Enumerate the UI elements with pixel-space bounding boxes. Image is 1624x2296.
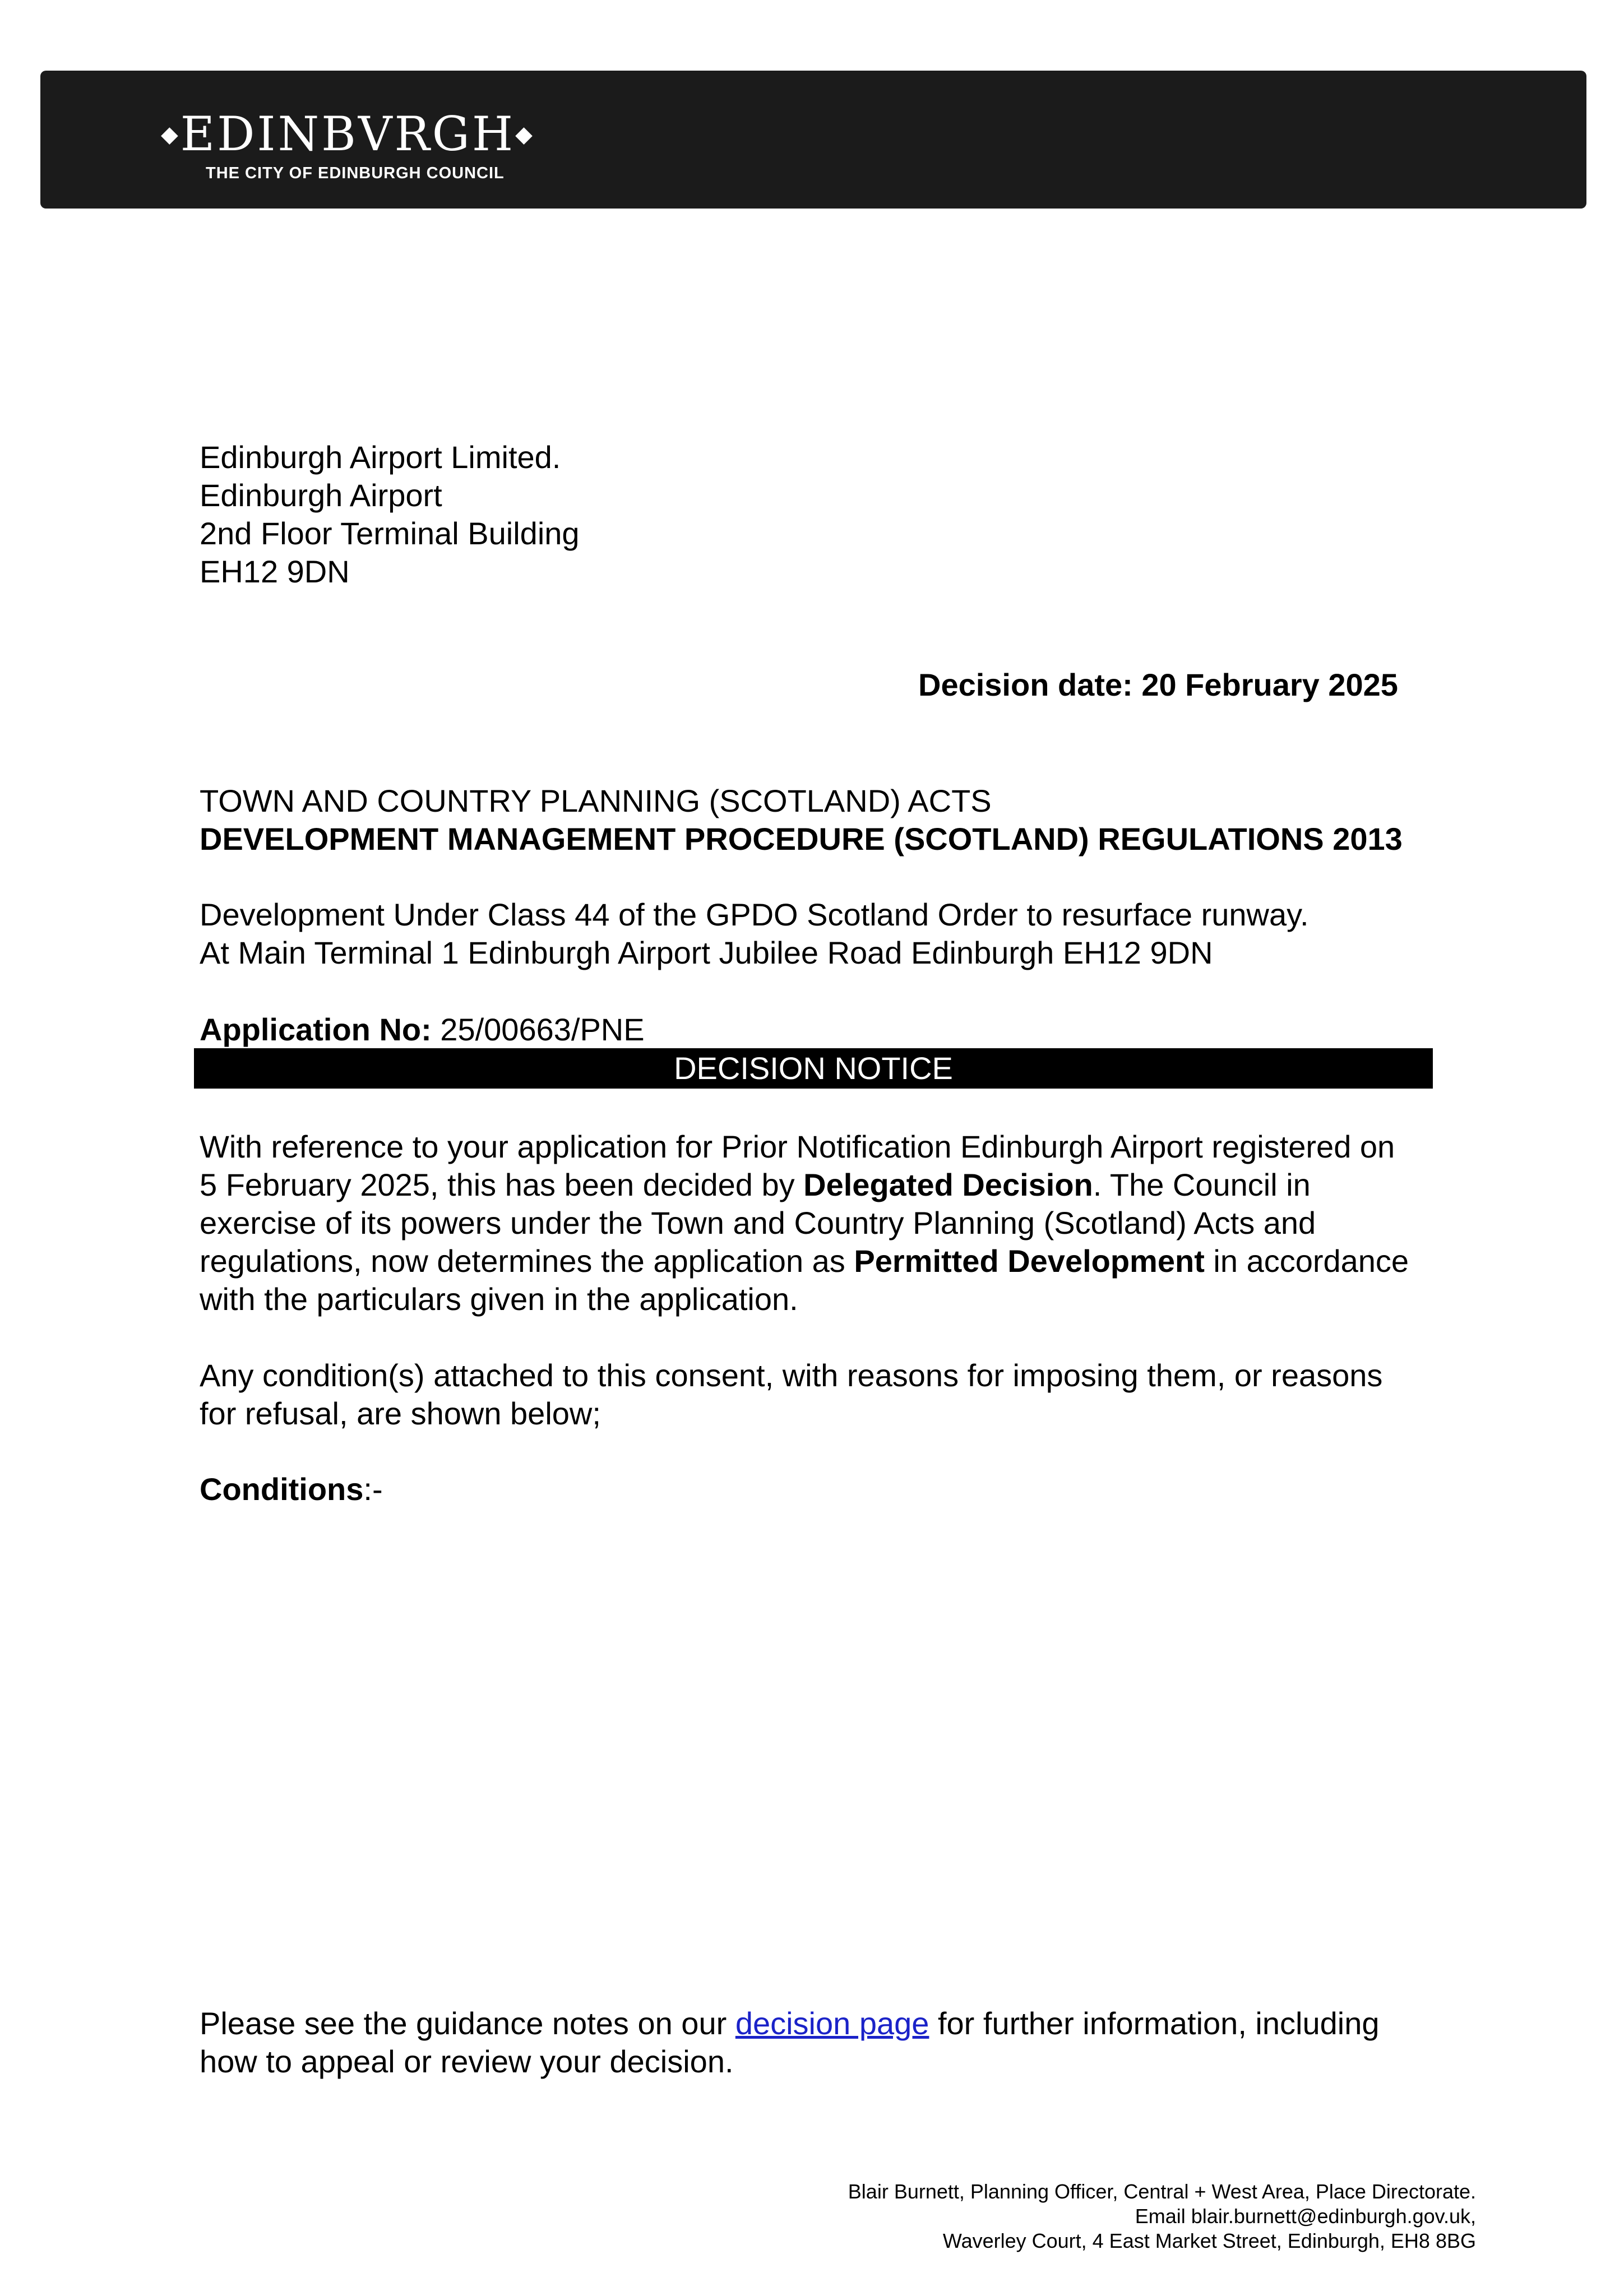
officer-address-line: Waverley Court, 4 East Market Street, Edinburgh, EH8 8BG xyxy=(942,2229,1476,2252)
paragraph-line: With reference to your application for Prior Notification Edinburgh Airport registered on xyxy=(200,1129,1395,1164)
diamond-icon: ◆ xyxy=(515,122,535,147)
address-line: Edinburgh Airport Limited. xyxy=(200,439,561,475)
logo-wordmark: EDINBVRGH xyxy=(180,107,516,161)
paragraph-line: Please see the guidance notes on our decision page for further information, including xyxy=(200,2006,1380,2041)
officer-email-line: Email blair.burnett@edinburgh.gov.uk, xyxy=(1135,2205,1476,2228)
decision-page-link[interactable]: decision page xyxy=(735,2006,929,2041)
development-site-line: At Main Terminal 1 Edinburgh Airport Jubilee Road Edinburgh EH12 9DN xyxy=(200,935,1213,970)
officer-name-line: Blair Burnett, Planning Officer, Central + West Area, Place Directorate. xyxy=(848,2180,1476,2203)
logo-subtitle: THE CITY OF EDINBURGH COUNCIL xyxy=(206,164,505,182)
address-line: 2nd Floor Terminal Building xyxy=(200,516,580,551)
diamond-icon: ◆ xyxy=(161,122,181,147)
recipient-address xyxy=(200,438,580,591)
guidance-paragraph xyxy=(200,2005,1379,2081)
decision-paragraph xyxy=(200,1128,1409,1318)
paragraph-line: regulations, now determines the application as Permitted Development in accordance xyxy=(200,1243,1409,1279)
development-description xyxy=(200,896,1309,972)
application-number-label: Application No: xyxy=(200,1012,432,1047)
application-number-value: 25/00663/PNE xyxy=(431,1012,645,1047)
acts-title: TOWN AND COUNTRY PLANNING (SCOTLAND) ACTS xyxy=(200,783,992,818)
decision-notice-banner: DECISION NOTICE xyxy=(194,1048,1433,1089)
paragraph-line: how to appeal or review your decision. xyxy=(200,2044,734,2079)
regulations-title: DEVELOPMENT MANAGEMENT PROCEDURE (SCOTLAND) REGULATIONS 2013 xyxy=(200,821,1403,857)
conditions-heading: Conditions:- xyxy=(200,1471,383,1507)
address-line: Edinburgh Airport xyxy=(200,478,442,513)
edinburgh-council-logo xyxy=(161,109,535,183)
application-number xyxy=(200,1011,645,1049)
paragraph-line: 5 February 2025, this has been decided by Delegated Decision. The Council in xyxy=(200,1167,1311,1202)
acts-heading xyxy=(200,782,1403,858)
paragraph-line: for refusal, are shown below; xyxy=(200,1396,601,1431)
development-line: Development Under Class 44 of the GPDO Scotland Order to resurface runway. xyxy=(200,897,1309,932)
paragraph-line: with the particulars given in the application. xyxy=(200,1281,798,1317)
paragraph-line: exercise of its powers under the Town and Country Planning (Scotland) Acts and xyxy=(200,1205,1316,1240)
delegated-decision-text: Delegated Decision xyxy=(803,1167,1093,1202)
decision-date: Decision date: 20 February 2025 xyxy=(918,667,1398,702)
permitted-development-text: Permitted Development xyxy=(854,1243,1205,1279)
address-line: EH12 9DN xyxy=(200,554,350,589)
paragraph-line: Any condition(s) attached to this consent, with reasons for imposing them, or reasons xyxy=(200,1358,1383,1393)
officer-contact-footer xyxy=(848,2179,1476,2253)
conditions-intro-paragraph xyxy=(200,1357,1382,1433)
council-header-band xyxy=(40,71,1586,209)
